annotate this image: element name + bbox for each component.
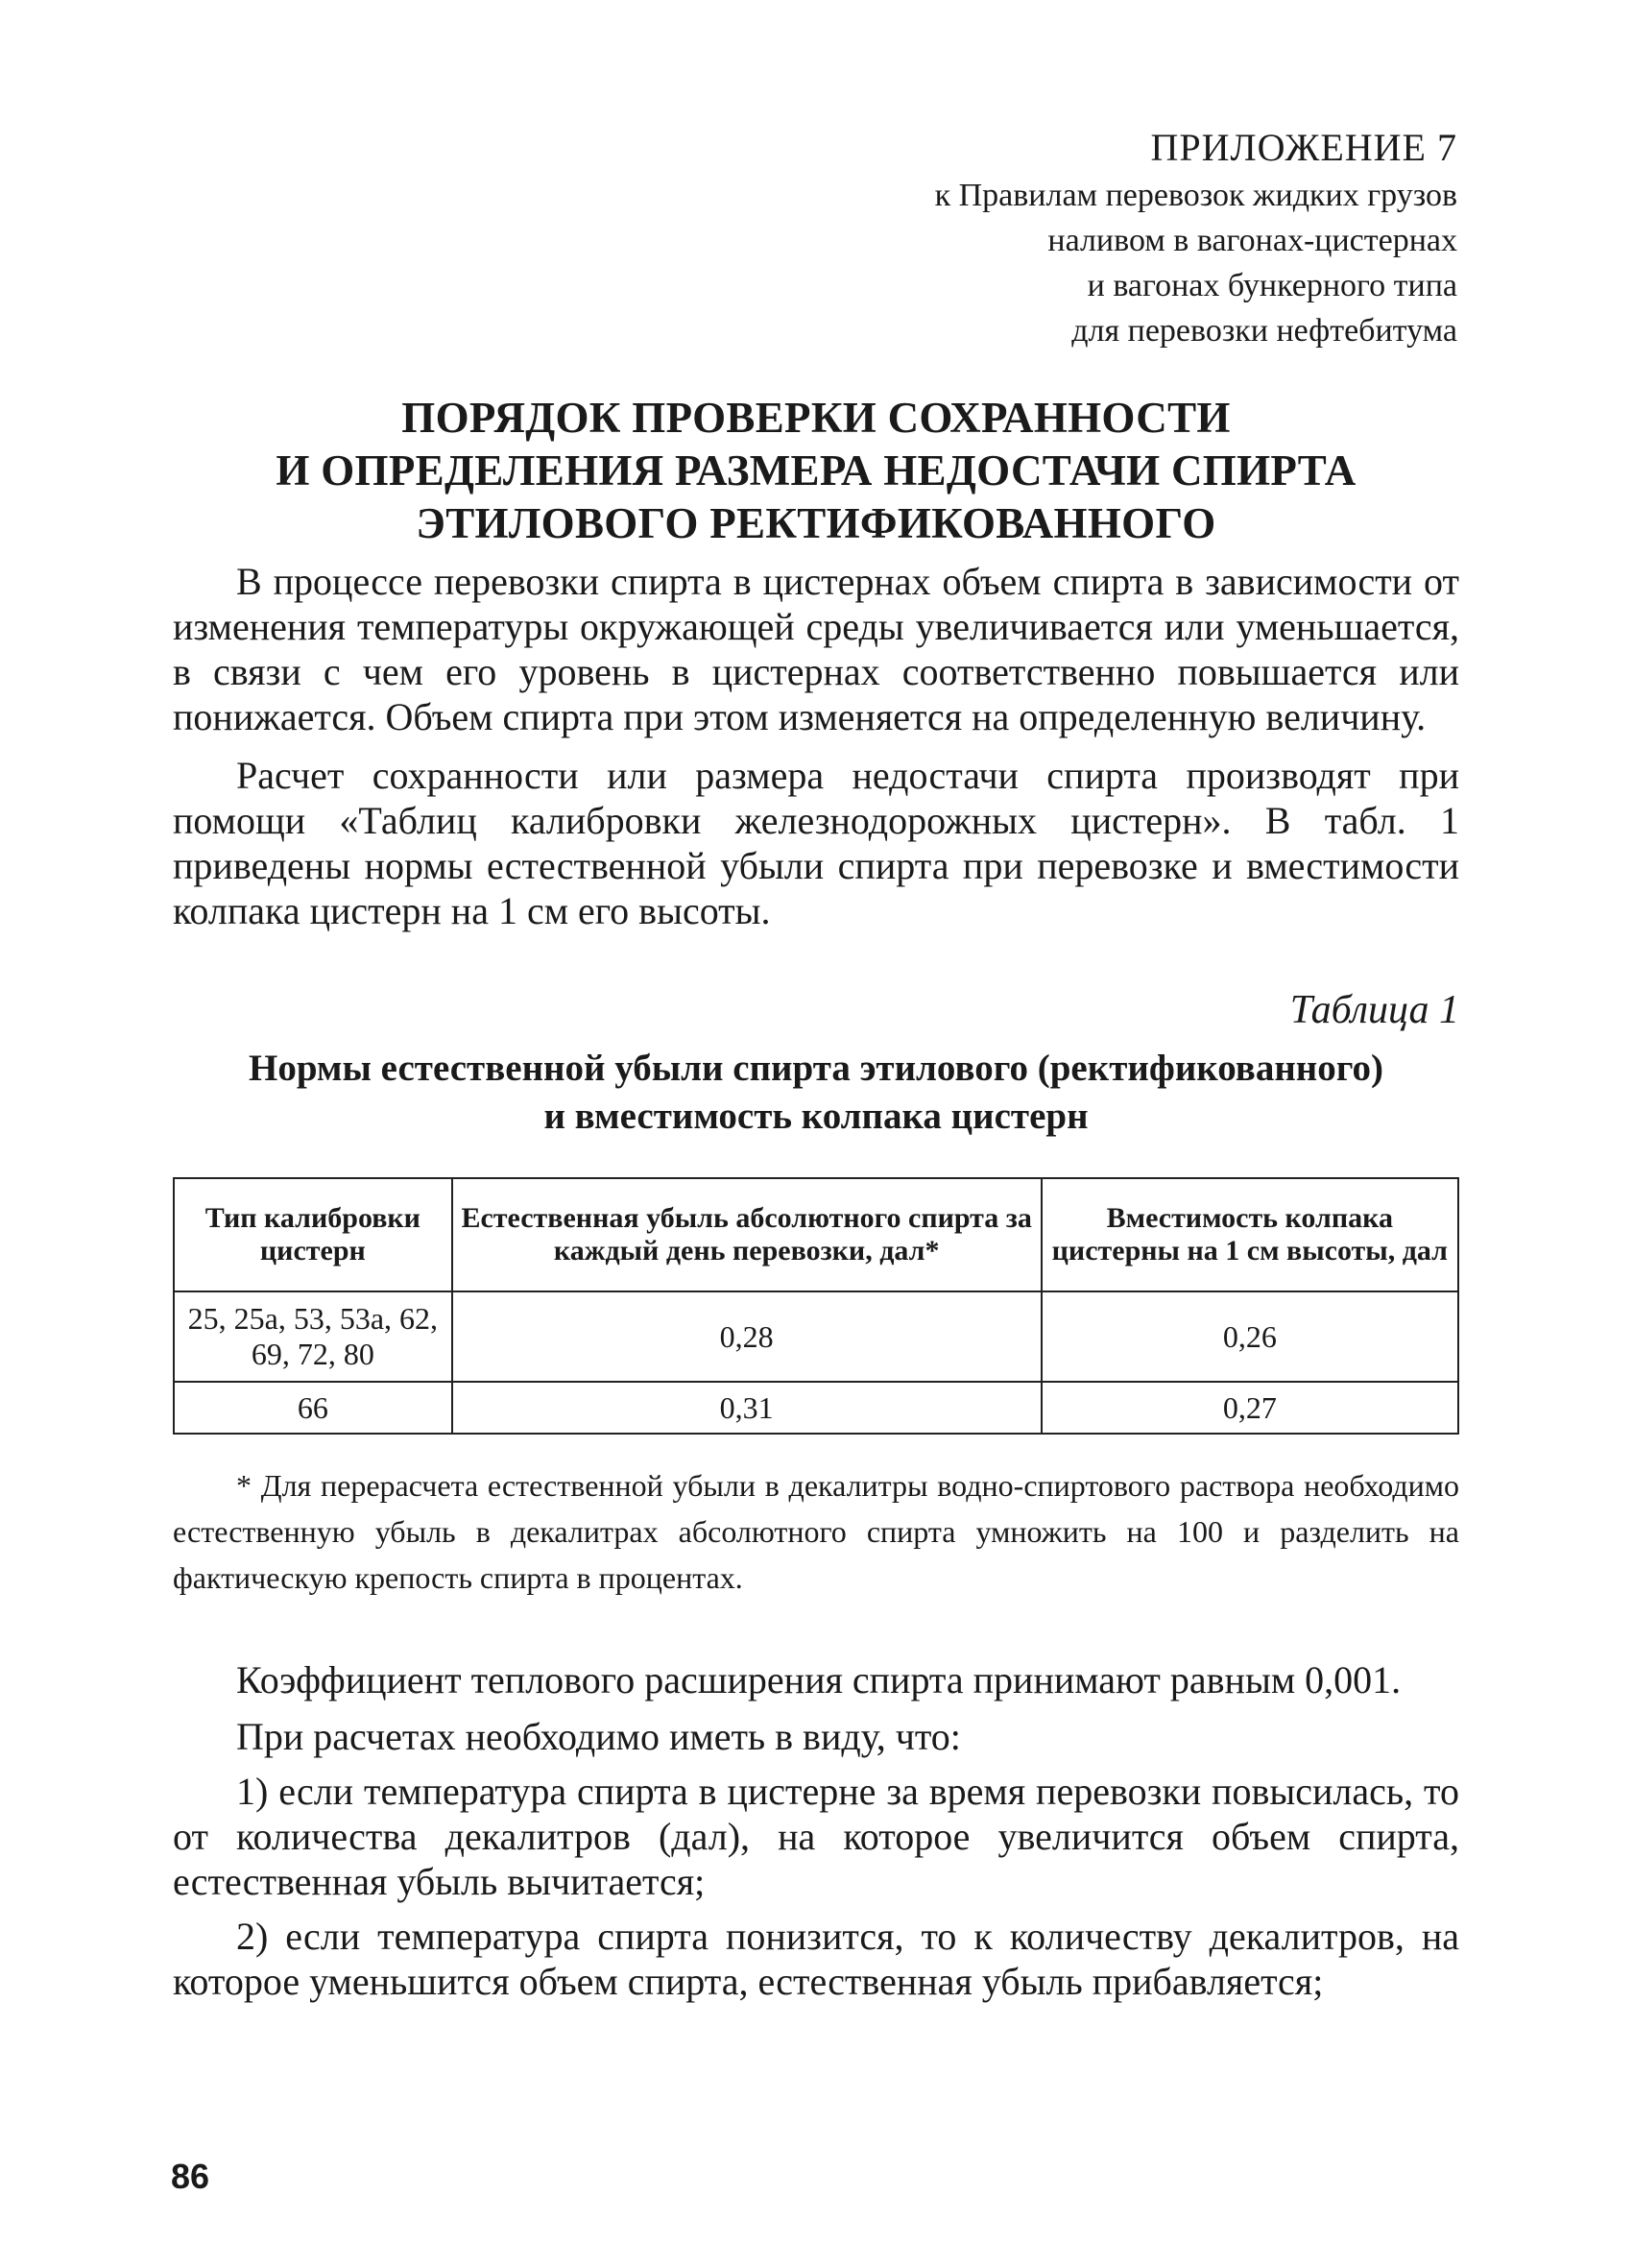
paragraph-2: Расчет сохранности или размера недостачи спирта производят при помощи «Таблиц калибровки железнодорожных цистерн». В табл. 1 приведены нормы естественной убыли спирта при перевозке и вместимости колпака цистерн на 1 см его высоты. — [173, 754, 1459, 932]
table-title — [173, 1045, 1459, 1141]
appendix-line: к Правилам перевозок жидких грузов — [934, 178, 1457, 213]
paragraph-6: 2) если температура спирта понизится, то к количеству декалитров, на которое уменьшится объем спирта, естественная убыль прибавляется; — [173, 1915, 1459, 2003]
paragraph-3: Коэффициент теплового расширения спирта принимают равным 0,001. — [236, 1658, 1402, 1701]
table-cell: 0,26 — [1042, 1291, 1458, 1382]
table-footnote: * Для перерасчета естественной убыли в декалитры водно-спиртового раствора необходимо естественную убыль в декалитрах абсолютного спирта умножить на 100 и разделить на фактическую крепость спирта в процентах. — [173, 1468, 1459, 1595]
appendix-line: наливом в вагонах-цистернах — [1047, 223, 1457, 258]
page-number: 86 — [171, 2157, 210, 2196]
table-row — [174, 1291, 1458, 1382]
column-header: Естественная убыль абсолютного спирта за каждый день перевозки, дал* — [452, 1178, 1042, 1291]
paragraph-4: При расчетах необходимо иметь в виду, что: — [236, 1715, 961, 1758]
table-label: Таблица 1 — [1289, 988, 1459, 1032]
calculation-text — [173, 1657, 1459, 2004]
appendix-header — [935, 123, 1457, 353]
title-line: ЭТИЛОВОГО РЕКТИФИКОВАННОГО — [416, 499, 1216, 547]
table-cell: 0,27 — [1042, 1382, 1458, 1434]
page-title — [173, 392, 1459, 550]
intro-text — [173, 559, 1459, 933]
appendix-title: ПРИЛОЖЕНИЕ 7 — [1150, 126, 1457, 169]
table-title-line: и вместимость колпака цистерн — [543, 1096, 1089, 1137]
paragraph-1: В процессе перевозки спирта в цистернах объем спирта в зависимости от изменения температуры окружающей среды увеличивается или уменьшается, в связи с чем его уровень в цистернах соответственно повышается или понижается. Объем спирта при этом изменяется на определенную величину. — [173, 560, 1459, 738]
table-cell: 0,28 — [452, 1291, 1042, 1382]
table-header-row — [174, 1178, 1458, 1291]
column-header: Тип калибровки цистерн — [174, 1178, 452, 1291]
column-header: Вместимость колпака цистерны на 1 см высоты, дал — [1042, 1178, 1458, 1291]
table-row — [174, 1382, 1458, 1434]
paragraph-5: 1) если температура спирта в цистерне за время перевозки повысилась, то от количества декалитров (дал), на которое увеличится объем спирта, естественная убыль вычитается; — [173, 1770, 1459, 1903]
table-cell: 66 — [174, 1382, 452, 1434]
table-cell: 0,31 — [452, 1382, 1042, 1434]
table-cell: 25, 25а, 53, 53а, 62, 69, 72, 80 — [174, 1291, 452, 1382]
appendix-line: для перевозки нефтебитума — [1071, 313, 1457, 349]
norms-table — [173, 1177, 1459, 1435]
title-line: И ОПРЕДЕЛЕНИЯ РАЗМЕРА НЕДОСТАЧИ СПИРТА — [276, 446, 1357, 495]
title-line: ПОРЯДОК ПРОВЕРКИ СОХРАННОСТИ — [401, 394, 1231, 442]
appendix-line: и вагонах бункерного типа — [1087, 268, 1457, 303]
table-title-line: Нормы естественной убыли спирта этилового (ректификованного) — [248, 1048, 1384, 1089]
